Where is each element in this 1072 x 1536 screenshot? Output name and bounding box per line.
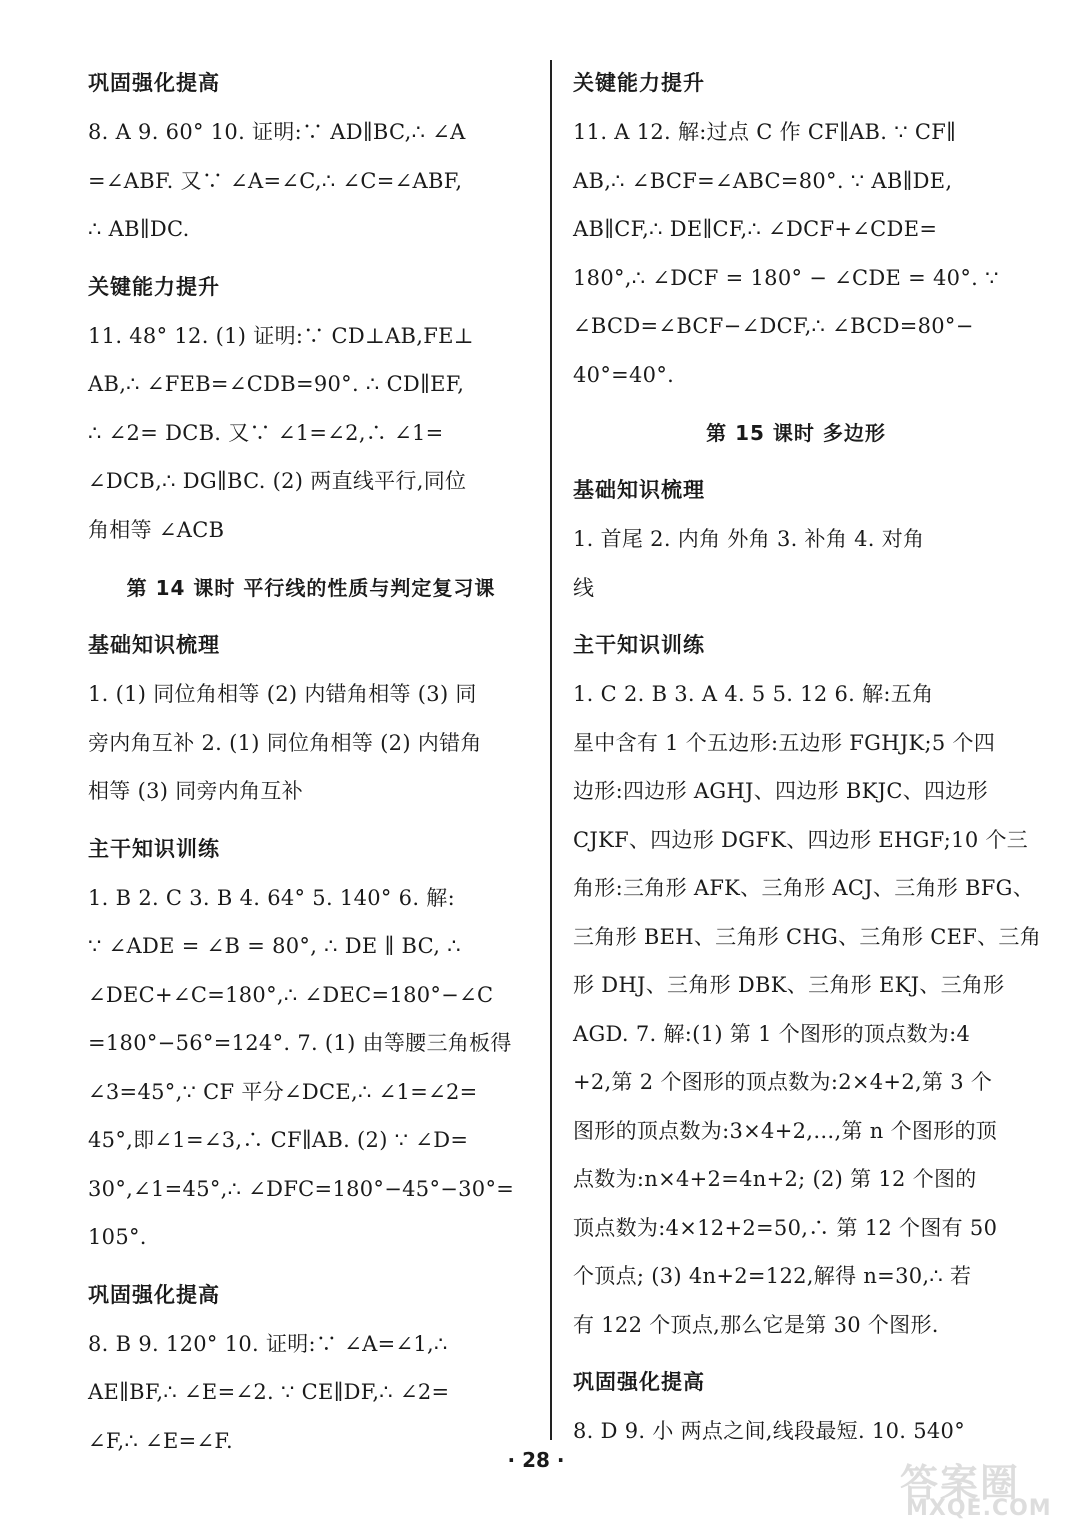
lesson-title: 第 15 课时 多边形	[706, 421, 886, 445]
text-line: 角形:三角形 AFK、三角形 ACJ、三角形 BFG、	[573, 876, 1035, 900]
text-line: ∵ ∠ADE = ∠B = 80°, ∴ DE ∥ BC, ∴	[88, 934, 461, 958]
text-line: 点数为:n×4+2=4n+2; (2) 第 12 个图的	[573, 1167, 977, 1191]
text-line: 1. 首尾 2. 内角 外角 3. 补角 4. 对角	[573, 527, 925, 551]
section-heading: 基础知识梳理	[88, 633, 220, 657]
text-line: 有 122 个顶点,那么它是第 30 个图形.	[573, 1312, 939, 1337]
section-heading: 基础知识梳理	[573, 478, 705, 502]
answer-text	[573, 108, 1019, 399]
text-line: AE∥BF,∴ ∠E=∠2. ∵ CE∥DF,∴ ∠2=	[88, 1380, 450, 1404]
answer-text	[573, 515, 1019, 612]
text-line: 180°,∴ ∠DCF = 180° − ∠CDE = 40°. ∵	[573, 265, 999, 290]
left-column	[88, 58, 534, 1473]
text-line: 11. A 12. 解:过点 C 作 CF∥AB. ∵ CF∥	[573, 120, 957, 144]
section-heading: 巩固强化提高	[88, 1282, 220, 1307]
section-heading: 巩固强化提高	[88, 71, 220, 95]
text-line: ∠DCB,∴ DG∥BC. (2) 两直线平行,同位	[88, 469, 467, 493]
watermark-main: 答案圈	[900, 1461, 1021, 1505]
text-line: ∠3=45°,∵ CF 平分∠DCE,∴ ∠1=∠2=	[88, 1079, 478, 1104]
answer-text	[88, 108, 534, 254]
text-line: ∠F,∴ ∠E=∠F.	[88, 1428, 233, 1453]
text-line: 8. A 9. 60° 10. 证明:∵ AD∥BC,∴ ∠A	[88, 120, 466, 144]
text-line: 星中含有 1 个五边形:五边形 FGHJK;5 个四	[573, 730, 996, 755]
text-line: 三角形 BEH、三角形 CHG、三角形 CEF、三角	[573, 924, 1042, 949]
text-line: 45°,即∠1=∠3,∴ CF∥AB. (2) ∵ ∠D=	[88, 1128, 469, 1152]
column-divider	[550, 60, 552, 1440]
text-line: 1. C 2. B 3. A 4. 5 5. 12 6. 解:五角	[573, 682, 934, 706]
section-heading: 巩固强化提高	[573, 1370, 705, 1394]
answer-text	[88, 670, 534, 816]
text-line: 旁内角互补 2. (1) 同位角相等 (2) 内错角	[88, 730, 482, 755]
answer-text	[88, 874, 534, 1262]
text-line: =180°−56°=124°. 7. (1) 由等腰三角板得	[88, 1031, 512, 1055]
text-line: AB,∴ ∠BCF=∠ABC=80°. ∵ AB∥DE,	[573, 168, 953, 193]
text-line: 形 DHJ、三角形 DBK、三角形 EKJ、三角形	[573, 973, 1005, 997]
text-line: ∠DEC+∠C=180°,∴ ∠DEC=180°−∠C	[88, 982, 494, 1007]
lesson-title: 第 14 课时 平行线的性质与判定复习课	[126, 576, 496, 600]
text-line: AB,∴ ∠FEB=∠CDB=90°. ∴ CD∥EF,	[88, 372, 465, 396]
text-line: 图形的顶点数为:3×4+2,…,第 n 个图形的顶	[573, 1118, 998, 1143]
page-number: · 28 ·	[507, 1448, 565, 1472]
text-line: 个顶点; (3) 4n+2=122,解得 n=30,∴ 若	[573, 1264, 972, 1288]
section-heading: 主干知识训练	[88, 836, 220, 861]
right-column	[573, 58, 1042, 1464]
text-line: 边形:四边形 AGHJ、四边形 BKJC、四边形	[573, 779, 988, 803]
text-line: 1. B 2. C 3. B 4. 64° 5. 140° 6. 解:	[88, 885, 455, 910]
text-line: AGD. 7. 解:(1) 第 1 个图形的顶点数为:4	[573, 1021, 971, 1046]
text-line: 8. D 9. 小 两点之间,线段最短. 10. 540°	[573, 1419, 965, 1443]
text-line: 8. B 9. 120° 10. 证明:∵ ∠A=∠1,∴	[88, 1331, 448, 1356]
text-line: 顶点数为:4×12+2=50,∴ 第 12 个图有 50	[573, 1215, 998, 1240]
answer-text	[573, 670, 1042, 1349]
text-line: 相等 (3) 同旁内角互补	[88, 779, 303, 803]
text-line: +2,第 2 个图形的顶点数为:2×4+2,第 3 个	[573, 1070, 993, 1094]
answer-text	[88, 312, 534, 555]
section-heading: 关键能力提升	[573, 71, 705, 95]
text-line: =∠ABF. 又∵ ∠A=∠C,∴ ∠C=∠ABF,	[88, 168, 463, 193]
text-line: AB∥CF,∴ DE∥CF,∴ ∠DCF+∠CDE=	[573, 217, 938, 241]
text-line: 角相等 ∠ACB	[88, 517, 225, 542]
text-line: 线	[573, 575, 595, 600]
text-line: 11. 48° 12. (1) 证明:∵ CD⊥AB,FE⊥	[88, 323, 474, 348]
text-line: ∴ ∠2= DCB. 又∵ ∠1=∠2,∴ ∠1=	[88, 420, 444, 445]
text-line: 1. (1) 同位角相等 (2) 内错角相等 (3) 同	[88, 682, 477, 706]
text-line: 30°,∠1=45°,∴ ∠DFC=180°−45°−30°=	[88, 1176, 515, 1201]
text-line: 105°.	[88, 1225, 147, 1249]
section-heading: 关键能力提升	[88, 274, 220, 299]
section-heading: 主干知识训练	[573, 633, 705, 657]
text-line: ∠BCD=∠BCF−∠DCF,∴ ∠BCD=80°−	[573, 314, 974, 338]
text-line: ∴ AB∥DC.	[88, 217, 190, 241]
watermark-logo	[900, 1452, 1060, 1528]
text-line: 40°=40°.	[573, 362, 675, 387]
watermark-sub: MXQE.COM	[906, 1496, 1052, 1521]
text-line: CJKF、四边形 DGFK、四边形 EHGF;10 个三	[573, 827, 1029, 852]
answer-text	[88, 1320, 534, 1466]
